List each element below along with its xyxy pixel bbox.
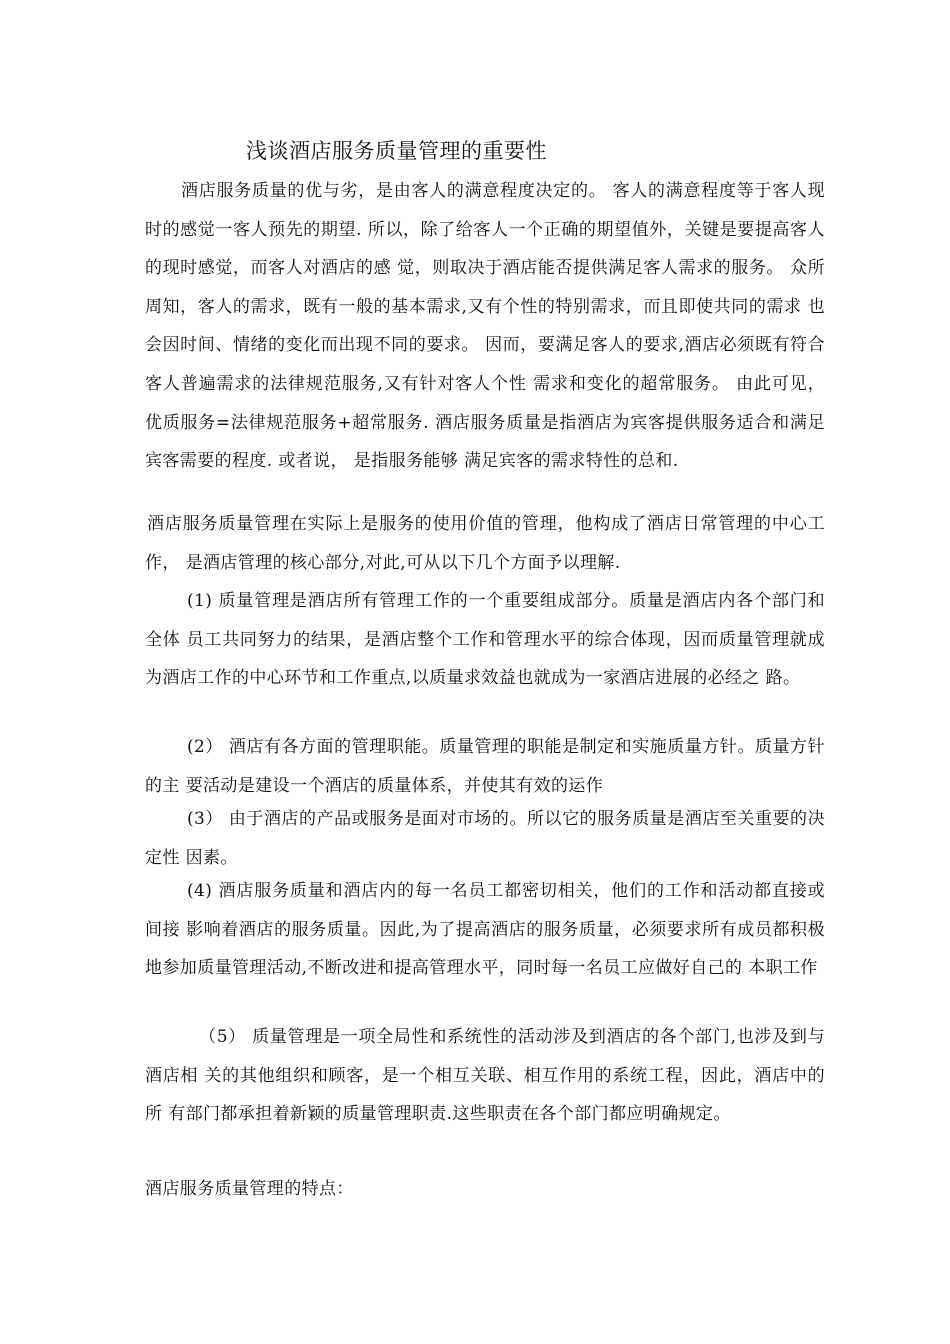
paragraph-intro: 酒店服务质量的优与劣，是由客人的满意程度决定的。 客人的满意程度等于客人现时的感觉一客人预先的期望. 所以，除了给客人一个正确的期望值外，关键是要提高客人的现时感觉，而客人对酒店的感 觉，则取决于酒店能否提供满足客人需求的服务。 众所周知，客人的需求，既有一般的基本需求,又有个性的特别需求，而且即使共同的需求 也会因时间、情绪的变化而出现不同的要求。 因而，要满足客人的要求,酒店必须既有符合客人普遍需求的法律规范服务,又有针对客人个性 需求和变化的超常服务。 由此可见， 优质服务=法律规范服务+超常服务. 酒店服务质量是指酒店为宾客提供服务适合和满足宾客需要的程度. 或者说， 是指服务能够 满足宾客的需求特性的总和. xyxy=(145,181,825,472)
paragraph-point-2: (2） 酒店有各方面的管理职能。质量管理的职能是制定和实施质量方针。质量方针的主 要活动是建设一个酒店的质量体系，并使其有效的运作 xyxy=(145,737,825,796)
paragraph-point-5: （5） 质量管理是一项全局性和系统性的活动涉及到酒店的各个部门,也涉及到与酒店相 关的其他组织和顾客，是一个相互关联、相互作用的系统工程，因此，酒店中的所 有部门都承担着新颖的质量管理职责.这些职责在各个部门都应明确规定。 xyxy=(145,1027,825,1125)
document-title: 浅谈酒店服务质量管理的重要性 xyxy=(246,139,547,163)
paragraph-management-overview: 酒店服务质量管理在实际上是服务的使用价值的管理，他构成了酒店日常管理的中心工作， 是酒店管理的核心部分,对此,可从以下几个方面予以理解. xyxy=(145,514,825,573)
paragraph-point-4: (4) 酒店服务质量和酒店内的每一名员工都密切相关，他们的工作和活动都直接或间接 影响着酒店的服务质量。因此,为了提高酒店的服务质量，必须要求所有成员都积极地参加质量管理活动,不断改进和提高管理水平，同时每一名员工应做好自己的 本职工作 xyxy=(145,881,825,979)
paragraph-point-3: (3） 由于酒店的产品或服务是面对市场的。所以它的服务质量是酒店至关重要的决定性 因素。 xyxy=(145,809,825,868)
paragraph-point-1: (1) 质量管理是酒店所有管理工作的一个重要组成部分。质量是酒店内各个部门和全体 员工共同努力的结果，是酒店整个工作和管理水平的综合体现，因而质量管理就成 为酒店工作的中心环节和工作重点,以质量求效益也就成为一家酒店进展的必经之 路。 xyxy=(145,591,825,689)
section-heading-characteristics: 酒店服务质量管理的特点： xyxy=(145,1179,354,1199)
